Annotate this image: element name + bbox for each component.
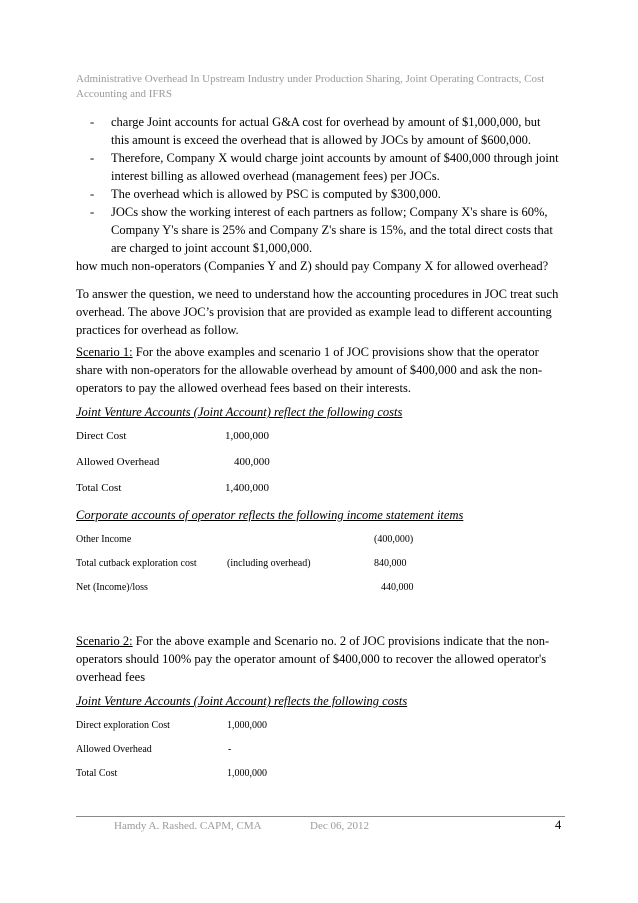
jv2-row-3-label: Total Cost — [76, 768, 118, 779]
corp-heading: Corporate accounts of operator reflects the following income statement items — [76, 508, 464, 522]
scenario-2-line-1 — [76, 632, 564, 650]
scenario-1-text: For the above examples and scenario 1 of JOC provisions show that the operator — [135, 345, 539, 359]
scenario-1-line-1 — [76, 343, 564, 361]
bullet-dash: - — [90, 187, 95, 201]
corp-row-2-note: (including overhead) — [227, 558, 311, 569]
scenario-1-label: Scenario 1: — [76, 345, 133, 359]
scenario-2-text: For the above example and Scenario no. 2 of JOC provisions indicate that the non- — [135, 634, 550, 648]
corp-row-1-value: (400,000) — [374, 534, 414, 545]
bullet-text: this amount is exceed the overhead that is allowed by JOCs by amount of $600,000. — [111, 133, 532, 147]
jv2-row-2-label: Allowed Overhead — [76, 744, 152, 755]
scenario-2-label: Scenario 2: — [76, 634, 133, 648]
corp-row-2-label: Total cutback exploration cost — [76, 558, 197, 569]
bullet-text: interest billing as allowed overhead (management fees) per JOCs. — [111, 169, 440, 183]
scenario-1-line-2: share with non-operators for the allowable overhead by amount of $400,000 and ask the non- — [76, 363, 543, 377]
jv2-row-1-value: 1,000,000 — [227, 720, 267, 731]
answer-line-2: overhead. The above JOC’s provision that are provided as example lead to different accounting — [76, 305, 552, 319]
footer-author: Hamdy A. Rashed. CAPM, CMA — [114, 820, 262, 832]
jv-heading-1: Joint Venture Accounts (Joint Account) reflect the following costs — [76, 405, 403, 419]
scenario-2-line-2: operators should 100% pay the operator amount of $400,000 to recover the allowed operator's — [76, 652, 547, 666]
jv1-row-2-label: Allowed Overhead — [76, 456, 160, 468]
header-line-2: Accounting and IFRS — [76, 88, 172, 100]
bullet-text: The overhead which is allowed by PSC is computed by $300,000. — [111, 187, 441, 201]
bullet-dash: - — [90, 205, 95, 219]
jv1-row-1-value: 1,000,000 — [225, 430, 269, 442]
answer-line-3: practices for overhead as follow. — [76, 323, 239, 337]
jv2-row-2-value: - — [228, 744, 232, 755]
jv1-row-3-label: Total Cost — [76, 482, 122, 494]
corp-row-1-label: Other Income — [76, 534, 132, 545]
corp-row-2-value: 840,000 — [374, 558, 407, 569]
corp-row-3-label: Net (Income)/loss — [76, 582, 148, 593]
footer-divider — [76, 816, 565, 817]
footer-date: Dec 06, 2012 — [310, 820, 369, 832]
jv2-row-3-value: 1,000,000 — [227, 768, 267, 779]
jv2-row-1-label: Direct exploration Cost — [76, 720, 170, 731]
jv-heading-2: Joint Venture Accounts (Joint Account) reflects the following costs — [76, 694, 408, 708]
bullet-text: charge Joint accounts for actual G&A cost for overhead by amount of $1,000,000, but — [111, 115, 541, 129]
question-paragraph: how much non-operators (Companies Y and Z) should pay Company X for allowed overhead? — [76, 259, 549, 273]
bullet-text: Therefore, Company X would charge joint accounts by amount of $400,000 through joint — [111, 151, 559, 165]
answer-line-1: To answer the question, we need to understand how the accounting procedures in JOC treat such — [76, 287, 559, 301]
page-number: 4 — [555, 818, 562, 832]
scenario-2-line-3: overhead fees — [76, 670, 146, 684]
corp-row-3-value: 440,000 — [381, 582, 414, 593]
running-header — [76, 72, 546, 102]
bullet-dash: - — [90, 151, 95, 165]
jv1-row-1-label: Direct Cost — [76, 430, 127, 442]
jv1-row-3-value: 1,400,000 — [225, 482, 269, 494]
bullet-text: JOCs show the working interest of each partners as follow; Company X's share is 60%, — [111, 205, 548, 219]
scenario-1-line-3: operators to pay the allowed overhead fees based on their interests. — [76, 381, 411, 395]
bullet-text: Company Y's share is 25% and Company Z's share is 15%, and the total direct costs that — [111, 223, 553, 237]
bullet-text: are charged to joint account $1,000,000. — [111, 241, 313, 255]
header-line-1: Administrative Overhead In Upstream Industry under Production Sharing, Joint Operating Contracts, Cost — [76, 73, 545, 85]
bullet-dash: - — [90, 115, 95, 129]
jv1-row-2-value: 400,000 — [234, 456, 270, 468]
